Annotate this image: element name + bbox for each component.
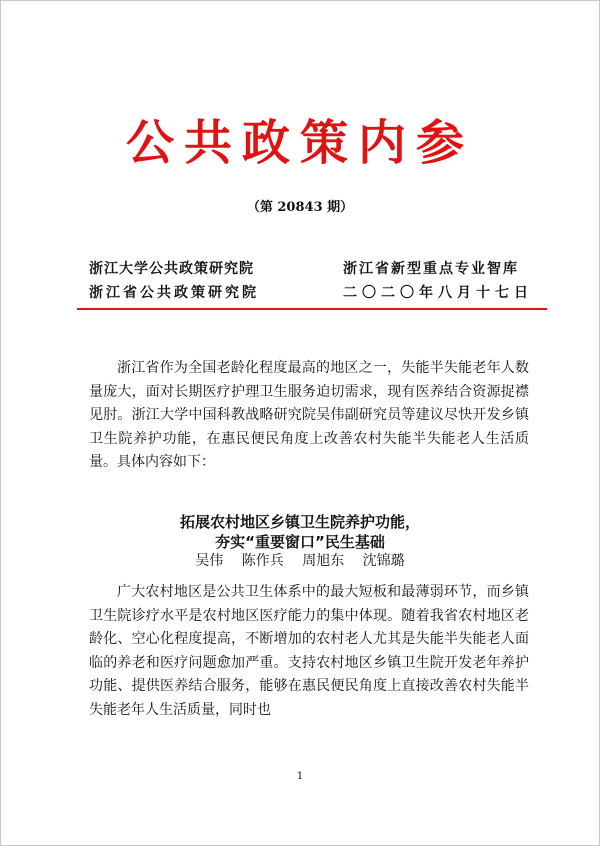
- masthead-title: 公共政策内参: [125, 115, 474, 171]
- author-name: 吴伟: [195, 553, 224, 569]
- article-headline: [1, 512, 599, 552]
- publisher-left-1: 浙江大学公共政策研究院: [89, 261, 254, 277]
- author-name: 周旭东: [302, 553, 345, 569]
- headline-line-2: 夯实“重要窗口”民生基础: [215, 533, 385, 551]
- page-number: 1: [296, 771, 304, 782]
- intro-paragraph: 浙江省作为全国老龄化程度最高的地区之一，失能半失能老年人数量庞大，面对长期医疗护理卫生服务迫切需求，现有医养结合资源捉襟见肘。浙江大学中国科教战略研究院吴伟副研究员等建议尽快开发乡镇卫生院养护功能，在惠民便民角度上改善农村失能半失能老人生活质量。具体内容如下：: [89, 360, 529, 471]
- author-name: 沈锦璐: [362, 553, 405, 569]
- publisher-left-2: 浙江省公共政策研究院: [89, 285, 259, 301]
- author-list: [1, 552, 599, 570]
- issue-number: （第 20843 期）: [246, 200, 354, 215]
- author-name: 陈作兵: [241, 553, 284, 569]
- headline-line-1: 拓展农村地区乡镇卫生院养护功能，: [179, 513, 420, 531]
- header-divider: [77, 308, 547, 310]
- article-body: [89, 581, 529, 723]
- body-paragraph: 广大农村地区是公共卫生体系中的最大短板和最薄弱环节，而乡镇卫生院诊疗水平是农村地区医疗能力的集中体现。随着我省农村地区老龄化、空心化程度提高，不断增加的农村老人尤其是失能半失能老人面临的养老和医疗问题愈加严重。支持农村地区乡镇卫生院开发老年养护功能、提供医养结合服务，能够在惠民便民角度上直接改善农村失能半失能老年人生活质量，同时也: [89, 584, 529, 718]
- publication-date: 二〇二〇年八月十七日: [343, 285, 533, 301]
- publisher-right-1: 浙江省新型重点专业智库: [343, 261, 519, 277]
- intro-section: [89, 357, 529, 475]
